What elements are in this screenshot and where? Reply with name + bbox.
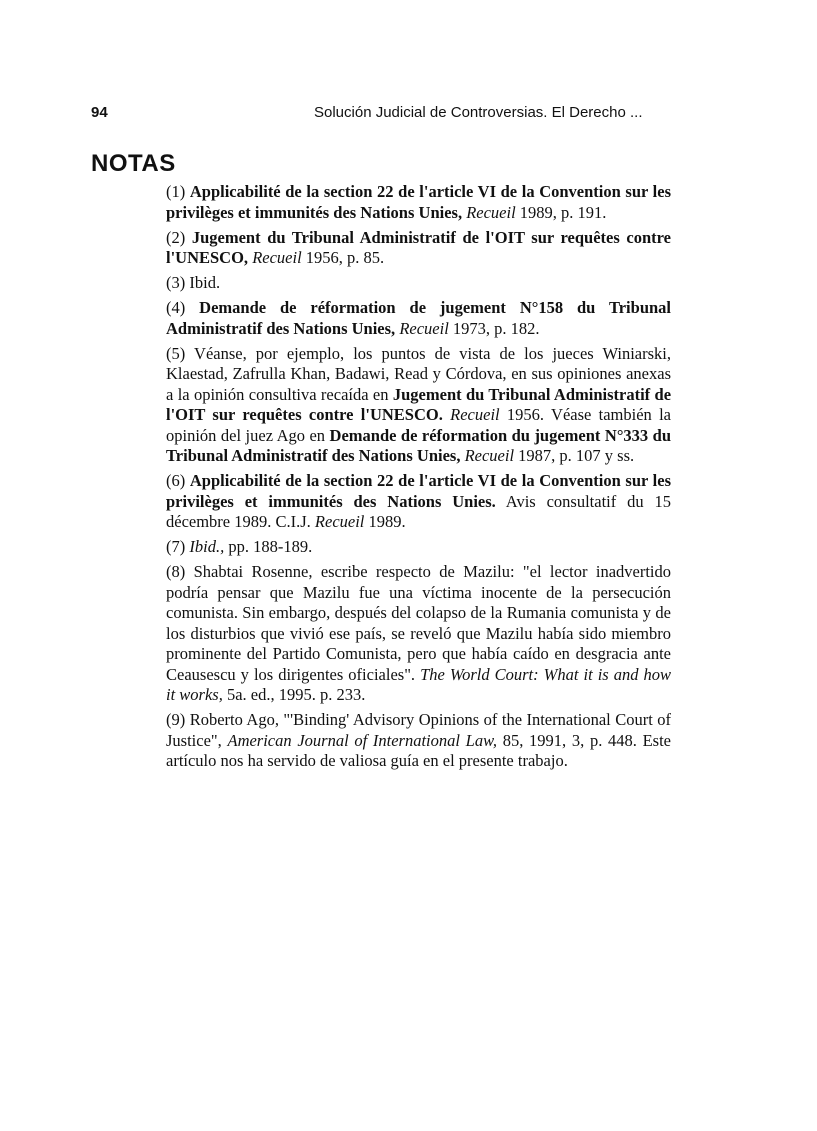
note-text: Jugement du Tribunal Administratif de l'OIT sur requêtes contre l'UNESCO. — [166, 384, 672, 424]
note-text: Applicabilité de la section 22 de l'article VI de la Convention sur les privilèges et immunités des Nations Unies. — [166, 471, 672, 511]
note-number: (3) — [166, 273, 186, 292]
note-number: (1) — [166, 182, 186, 201]
note-number: (7) — [166, 537, 186, 556]
note-text: 1956, p. 85. — [305, 248, 385, 267]
note-text: Shabtai Rosenne, escribe respecto de Mazilu: "el lector inadvertido podría pensar que Mazilu fue una víctima inocente de la persecución comunista. Sin embargo, después del colapso de la Rumania comunista y de los disturbios que vivió ese país, se reveló que Mazilu había sido miembro prominente del Partido Comunista, pero que había caído en desgracia ante Ceausescu y los dirigentes oficiales". — [166, 562, 671, 684]
note-text: Recueil — [450, 405, 500, 424]
note-text: Demande de réformation de jugement N°158 du Tribunal Administratif des Nations Unies, — [166, 298, 672, 338]
note-6 — [166, 471, 671, 533]
note-number: (2) — [166, 227, 186, 247]
note-text: 5a. ed., 1995. p. 233. — [226, 685, 366, 704]
note-number: (5) — [166, 343, 186, 363]
note-text: Recueil — [252, 248, 302, 267]
page-number: 94 — [91, 104, 108, 121]
note-text: Avis consultatif du 15 décembre 1989. C.I.J. — [166, 491, 671, 531]
note-7 — [166, 537, 671, 558]
note-text: American Journal of International Law, — [227, 730, 498, 750]
note-3 — [166, 273, 671, 294]
note-8 — [166, 562, 671, 706]
note-text: Recueil — [399, 318, 449, 338]
note-text: The World Court: What it is and how it works, — [166, 664, 672, 704]
note-text: Jugement du Tribunal Administratif de l'OIT sur requêtes contre l'UNESCO, — [166, 227, 671, 267]
note-text: 1989, p. 191. — [519, 202, 607, 222]
running-header: Solución Judicial de Controversias. El Derecho ... — [314, 104, 643, 121]
notes-list — [166, 182, 671, 776]
note-4 — [166, 298, 671, 339]
note-5 — [166, 344, 671, 467]
note-text: 1956. Véase también la opinión del juez Ago en — [166, 405, 671, 445]
note-text: Applicabilité de la section 22 de l'article VI de la Convention sur les privilèges et immunités des Nations Unies, — [166, 182, 672, 222]
note-text: Ibid., — [189, 537, 225, 556]
note-number: (6) — [166, 471, 186, 490]
note-number: (9) — [166, 710, 186, 729]
section-title: NOTAS — [91, 150, 176, 177]
note-2 — [166, 228, 671, 269]
note-9 — [166, 710, 671, 772]
note-text: Demande de réformation du jugement N°333 du Tribunal Administratif des Nations Unies, — [166, 425, 671, 465]
note-number: (4) — [166, 298, 186, 317]
note-text: 85, 1991, 3, p. 448. Este artículo nos ha servido de valiosa guía en el presente trabajo. — [166, 730, 672, 770]
note-text: Recueil — [466, 202, 516, 222]
note-text: pp. 188-189. — [228, 537, 313, 556]
note-text: Roberto Ago, "'Binding' Advisory Opinions of the International Court of Justice", — [166, 710, 672, 750]
note-1 — [166, 182, 671, 223]
note-text: 1973, p. 182. — [452, 318, 540, 338]
note-number: (8) — [166, 562, 186, 581]
note-text: Ibid. — [189, 273, 221, 292]
note-text: 1989. — [368, 512, 406, 531]
note-text: Véanse, por ejemplo, los puntos de vista de los jueces Winiarski, Klaestad, Zafrulla Khan, Badawi, Read y Córdova, en sus opiniones anexas a la opinión consultiva recaída en — [166, 343, 671, 404]
note-text: 1987, p. 107 y ss. — [518, 446, 635, 465]
note-text: Recueil — [464, 446, 515, 465]
note-text: Recueil — [314, 512, 365, 531]
